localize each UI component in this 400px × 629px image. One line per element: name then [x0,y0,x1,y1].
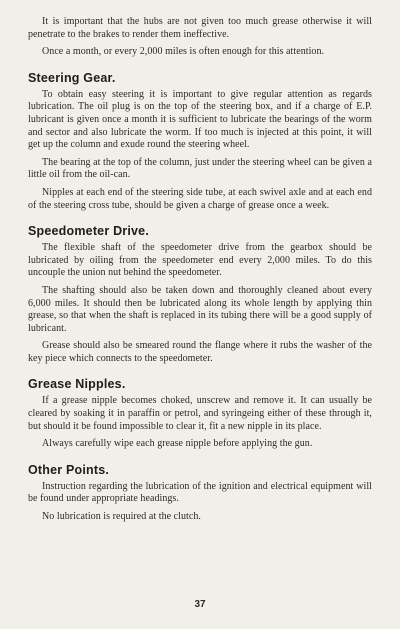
other-points-paragraph-1: Instruction regarding the lubrication of the ignition and electrical equipment will be found under appropriate headings. [28,480,372,505]
speedometer-paragraph-3: Grease should also be smeared round the flange where it rubs the washer of the key piece which connects to the speedometer. [28,340,372,364]
page-number: 37 [194,599,206,610]
speedometer-paragraph-2: The shafting should also be taken down and thoroughly cleaned about every 6,000 miles. It should then be lubricated along its whole length by applying thin grease, so that when the shaft is replaced in its tubing there will be a good supply of lubricant. [28,284,372,334]
grease-nipples-paragraph-1: If a grease nipple becomes choked, unscrew and remove it. It can usually be cleared by soaking it in paraffin or petrol, and syringeing either of these through it, but should it be found impossible to clear it, fit a new nipple in its place. [28,395,372,432]
intro-paragraph-1: It is important that the hubs are not given too much grease otherwise it will penetrate to the brakes to render them ineffective. [28,16,372,40]
intro-paragraph-2: Once a month, or every 2,000 miles is often enough for this attention. [42,46,325,58]
section-grease-nipples [28,377,372,450]
intro-block [28,16,372,59]
steering-paragraph-1: To obtain easy steering it is important to give regular attention as regards lubrication. The oil plug is on the top of the steering box, and if a charge of E.P. lubricant is given once a month it is sufficient to lubricate the bearings of the worm and sector and also lubricate the worm. If too much is injected at this point, it will get up the column and exude round the steering wheel. [28,88,372,151]
speedometer-paragraph-1: The flexible shaft of the speedometer drive from the gearbox should be lubricated by oiling from the speedometer end every 2,000 miles. To do this uncouple the union nut behind the speedometer. [28,242,372,279]
section-heading-steering-gear: Steering Gear. [28,70,116,85]
section-steering-gear [28,71,372,212]
steering-paragraph-2: The bearing at the top of the column, just under the steering wheel can be given a little oil from the oil-can. [28,156,372,181]
section-heading-speedometer-drive: Speedometer Drive. [28,224,150,239]
grease-nipples-paragraph-2: Always carefully wipe each grease nipple before applying the gun. [42,438,313,450]
steering-paragraph-3: Nipples at each end of the steering side tube, at each swivel axle and at each end of the steering cross tube, should be given a charge of grease once a week. [28,186,372,211]
section-heading-grease-nipples: Grease Nipples. [28,377,126,392]
section-speedometer-drive [28,224,372,365]
other-points-paragraph-2: No lubrication is required at the clutch. [42,511,201,523]
section-heading-other-points: Other Points. [28,462,110,477]
section-other-points [28,463,372,524]
